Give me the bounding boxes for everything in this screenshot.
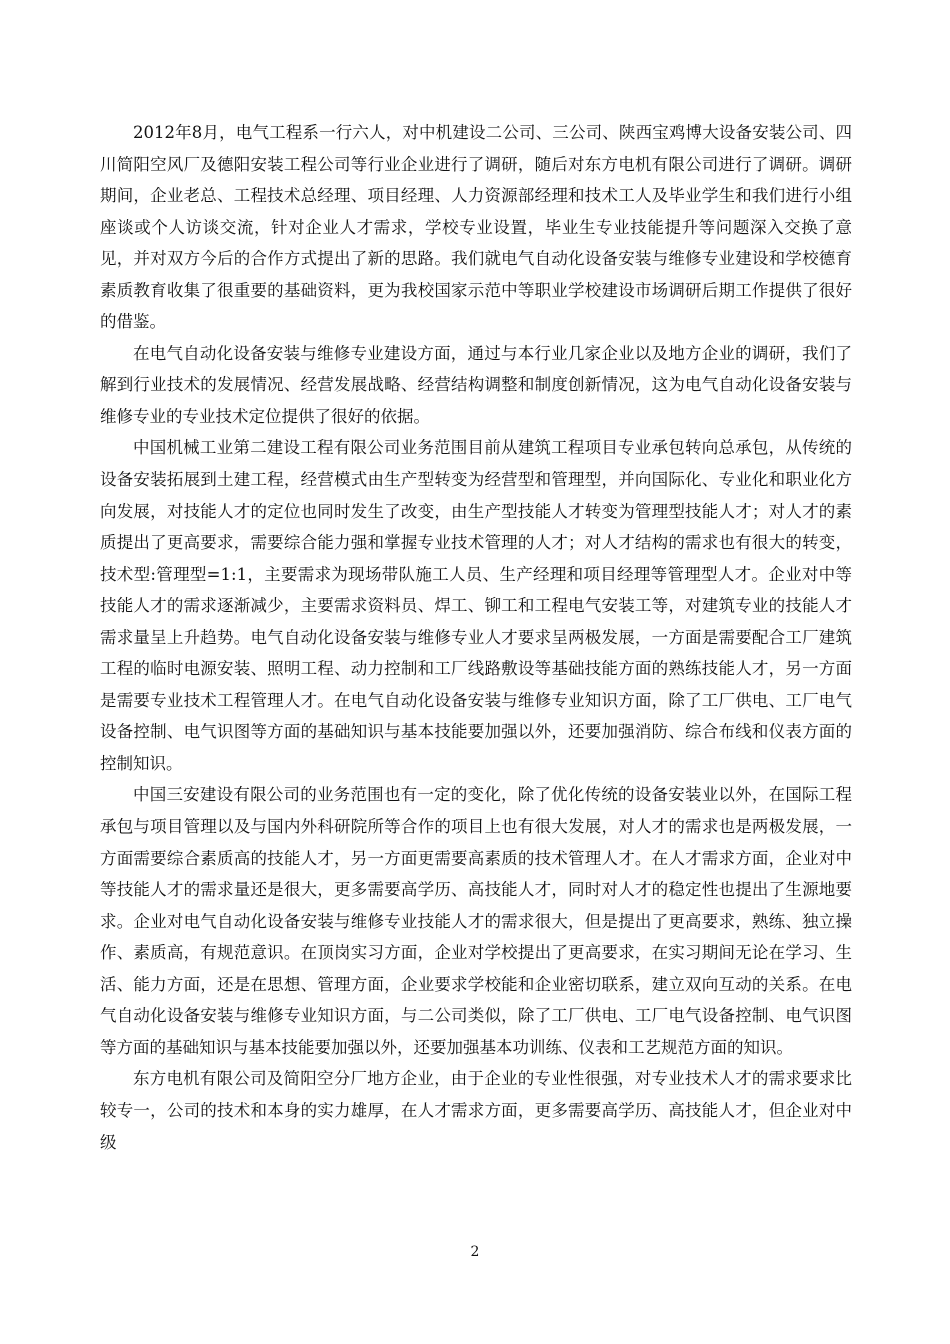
document-body	[100, 117, 852, 1158]
paragraph-dongfang-electric: 东方电机有限公司及简阳空分厂地方企业，由于企业的专业性很强，对专业技术人才的需求要求比较专一，公司的技术和本身的实力雄厚，在人才需求方面，更多需要高学历、高技能人才，但企业对中级	[100, 1069, 852, 1152]
paragraph-survey-overview: 2012年8月，电气工程系一行六人，对中机建设二公司、三公司、陕西宝鸡博大设备安装公司、四川简阳空风厂及德阳安装工程公司等行业企业进行了调研，随后对东方电机有限公司进行了调研。调研期间，企业老总、工程技术总经理、项目经理、人力资源部经理和技术工人及毕业学生和我们进行小组座谈或个人访谈交流，针对企业人才需求，学校专业设置，毕业生专业技能提升等问题深入交换了意见，并对双方今后的合作方式提出了新的思路。我们就电气自动化设备安装与维修专业建设和学校德育素质教育收集了很重要的基础资料，更为我校国家示范中等职业学校建设市场调研后期工作提供了很好的借鉴。	[100, 123, 852, 332]
paragraph-specialty-construction: 在电气自动化设备安装与维修专业建设方面，通过与本行业几家企业以及地方企业的调研，我们了解到行业技术的发展情况、经营发展战略、经营结构调整和制度创新情况，这为电气自动化设备安装与维修专业的专业技术定位提供了很好的依据。	[100, 343, 852, 426]
paragraph-second-construction-company: 中国机械工业第二建设工程有限公司业务范围目前从建筑工程项目专业承包转向总承包，从传统的设备安装拓展到土建工程，经营模式由生产型转变为经营型和管理型，并向国际化、专业化和职业化方向发展，对技能人才的定位也同时发生了改变，由生产型技能人才转变为管理型技能人才；对人才的素质提出了更高要求，需要综合能力强和掌握专业技术管理的人才；对人才结构的需求也有很大的转变，技术型:管理型=1:1，主要需求为现场带队施工人员、生产经理和项目经理等管理型人才。企业对中等技能人才的需求逐渐减少，主要需求资料员、焊工、铆工和工程电气安装工等，对建筑专业的技能人才需求量呈上升趋势。电气自动化设备安装与维修专业人才要求呈两极发展，一方面是需要配合工厂建筑工程的临时电源安装、照明工程、动力控制和工厂线路敷设等基础技能方面的熟练技能人才，另一方面是需要专业技术工程管理人才。在电气自动化设备安装与维修专业知识方面，除了工厂供电、工厂电气设备控制、电气识图等方面的基础知识与基本技能要加强以外，还要加强消防、综合布线和仪表方面的控制知识。	[100, 438, 852, 773]
paragraph-sanan-construction-company: 中国三安建设有限公司的业务范围也有一定的变化，除了优化传统的设备安装业以外，在国际工程承包与项目管理以及与国内外科研院所等合作的项目上也有很大发展，对人才的需求也是两极发展，一方面需要综合素质高的技能人才，另一方面更需要高素质的技术管理人才。在人才需求方面，企业对中等技能人才的需求量还是很大，更多需要高学历、高技能人才，同时对人才的稳定性也提出了生源地要求。企业对电气自动化设备安装与维修专业技能人才的需求很大，但是提出了更高要求，熟练、独立操作、素质高，有规范意识。在顶岗实习方面，企业对学校提出了更高要求，在实习期间无论在学习、生活、能力方面，还是在思想、管理方面，企业要求学校能和企业密切联系，建立双向互动的关系。在电气自动化设备安装与维修专业知识方面，与二公司类似，除了工厂供电、工厂电气设备控制、电气识图等方面的基础知识与基本技能要加强以外，还要加强基本功训练、仪表和工艺规范方面的知识。	[100, 785, 852, 1057]
page-number: 2	[470, 1244, 480, 1260]
